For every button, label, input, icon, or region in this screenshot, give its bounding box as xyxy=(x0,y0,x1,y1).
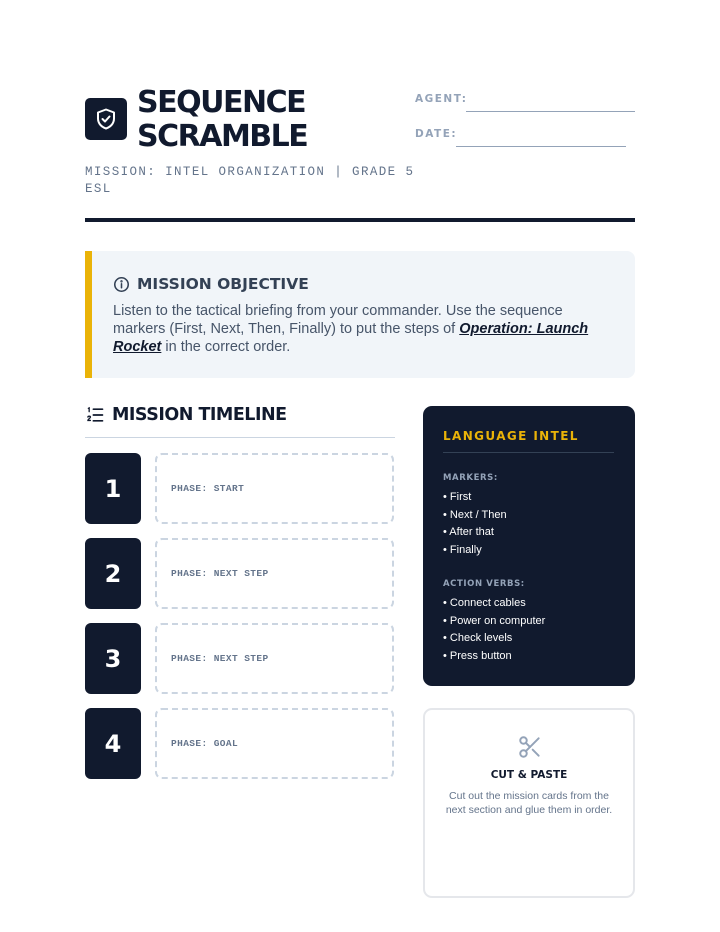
markers-label: MARKERS: xyxy=(443,473,498,483)
step-drop-zone[interactable] xyxy=(155,708,394,779)
timeline-title: MISSION TIMELINE xyxy=(112,405,287,425)
timeline-rule xyxy=(85,437,395,438)
date-field[interactable] xyxy=(456,146,626,147)
marker-item: • First xyxy=(443,491,472,503)
marker-item: • Finally xyxy=(443,543,482,556)
timeline-step xyxy=(85,708,395,779)
step-number: 4 xyxy=(85,708,141,779)
objective-title: MISSION OBJECTIVE xyxy=(137,275,309,293)
timeline-step xyxy=(85,538,395,609)
step-label: PHASE: NEXT STEP xyxy=(171,653,269,664)
timeline-step xyxy=(85,623,395,694)
title-line-2: SCRAMBLE xyxy=(137,119,308,154)
timeline-step xyxy=(85,453,395,524)
marker-item: • Next / Then xyxy=(443,508,507,521)
page-title xyxy=(137,86,307,154)
language-intel-card xyxy=(423,406,635,686)
scissors-icon xyxy=(517,734,543,760)
shield-check-icon xyxy=(94,107,118,131)
step-number: 2 xyxy=(85,538,141,609)
title-line-1: SEQUENCE xyxy=(137,85,306,120)
mission-subtitle: MISSION: INTEL ORGANIZATION | GRADE 5 ESL xyxy=(85,165,415,196)
step-drop-zone[interactable] xyxy=(155,453,394,524)
step-label: PHASE: GOAL xyxy=(171,738,239,749)
step-label: PHASE: START xyxy=(171,483,245,494)
objective-text xyxy=(113,302,618,356)
step-label: PHASE: NEXT STEP xyxy=(171,568,269,579)
step-number: 3 xyxy=(85,623,141,694)
intel-rule xyxy=(443,452,614,453)
agent-label: AGENT: xyxy=(415,93,468,105)
info-icon xyxy=(113,276,130,293)
cut-instructions: Cut out the mission cards from the next section and glue them in order. xyxy=(445,790,613,816)
operation-name: Operation: Launch Rocket xyxy=(113,321,589,355)
objective-heading xyxy=(113,275,309,293)
step-drop-zone[interactable] xyxy=(155,538,394,609)
verbs-list xyxy=(443,595,545,665)
objective-text-after: in the correct order. xyxy=(161,339,291,355)
date-label: DATE: xyxy=(415,128,458,140)
markers-list xyxy=(443,489,507,559)
numbered-list-icon xyxy=(85,405,105,425)
header-divider xyxy=(85,218,635,222)
objective-text-before: Listen to the tactical briefing from your commander. Use the sequence markers (First, Next, Then, Finally) to put the steps of xyxy=(113,303,563,337)
logo xyxy=(85,98,127,140)
step-number: 1 xyxy=(85,453,141,524)
verb-item: • Connect cables xyxy=(443,597,526,609)
cut-title: CUT & PASTE xyxy=(490,769,568,781)
mission-objective-panel xyxy=(85,251,635,378)
timeline-heading xyxy=(85,405,287,425)
step-drop-zone[interactable] xyxy=(155,623,394,694)
verb-item: • Power on computer xyxy=(443,614,546,627)
agent-field[interactable] xyxy=(466,111,635,112)
verbs-label: ACTION VERBS: xyxy=(443,579,525,589)
marker-item: • After that xyxy=(443,526,494,539)
cut-and-paste-card xyxy=(423,708,635,898)
intel-title: LANGUAGE INTEL xyxy=(443,429,579,443)
verb-item: • Press button xyxy=(443,649,512,662)
verb-item: • Check levels xyxy=(443,632,513,645)
